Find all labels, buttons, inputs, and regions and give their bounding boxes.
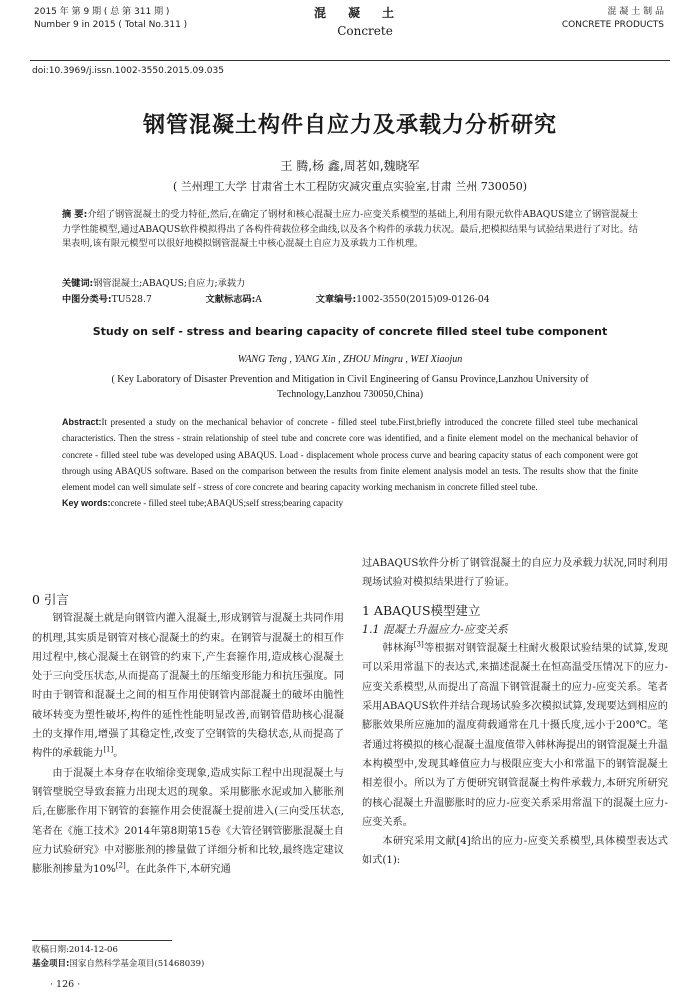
section-en: CONCRETE PRODUCTS <box>561 20 664 30</box>
abstract-en <box>62 414 638 512</box>
keywords-en-label: Key words: <box>62 498 111 509</box>
section-cn: 混 凝 土 制 品 <box>607 7 664 17</box>
fund-label: 基金项目: <box>32 959 70 969</box>
doc-code-value: A <box>255 294 262 305</box>
abstract-en-label: Abstract: <box>62 417 102 427</box>
paper-title-en: Study on self - stress and bearing capacity of concrete filled steel tube component <box>92 325 608 338</box>
paragraph-2 <box>32 764 344 880</box>
affiliation-en: ( Key Laboratory of Disaster Prevention and Mitigation in Civil Engineering of Gansu Province,Lanzhou University of Technology,Lanzhou 730050,China) <box>111 374 589 400</box>
paragraph-3-text: 等根据对钢管混凝土柱耐火极限试验结果的试算,发现可以采用常温下的表达式,来描述混凝土在恒高温受压情况下的应力-应变关系模型,从而提出了高温下钢管混凝土的应力-应变关系。笔者采用ABAQUS软件并结合现场试验多次模拟试算,发现要达到相应的膨胀效果所应施加的温度荷载通常在几十摄氏度,远小于200℃。笔者通过将模拟的核心混凝土温度值带入韩林海提出的钢管混凝土升温本构模型中,发现其峰值应力与极限应变大小和常温下的钢管混凝土相差很小。所以为了方便研究钢管混凝土构件承载力,本研究所研究的核心混凝土升温膨胀时的应力-应变关系采用常温下的混凝土应力-应变关系。 <box>362 643 668 828</box>
issue-en: Number 9 in 2015 ( Total No.311 ) <box>34 20 188 30</box>
abstract-cn-label: 摘 要: <box>62 209 88 220</box>
clc-value: TU528.7 <box>111 294 152 305</box>
journal-name-en: Concrete <box>337 24 393 38</box>
journal-issue-info <box>34 6 187 32</box>
citation-3[interactable]: [3] <box>413 640 424 649</box>
paragraph-1-text: 钢管混凝土就是向钢管内灌入混凝土,形成钢管与混凝土共同作用的机理,其实质是钢管对核心混凝土的约束。在钢管与混凝土的相互作用过程中,核心混凝土在钢管的约束下,产生套箍作用,造成核心混凝土处于三向受压状态,从而提高了混凝土的压缩变形能力和抗压强度。同时由于钢管和混凝土之间的相互作用使钢管内部混凝土的破坏由脆性破坏转变为塑性破坏,构件的延性性能明显改善,而钢管借助核心混凝土的支撑作用,增强了其稳定性,改变了空钢管的失稳状态,从而提高了构件的承载能力 <box>32 613 344 760</box>
paragraph-2-text: 由于混凝土本身存在收缩徐变现象,造成实际工程中出现混凝土与钢管壁脱空导致套箍力出现太迟的现象。采用膨胀水泥或加入膨胀剂后,在膨胀作用下钢管的套箍作用会使混凝土提前进入(三向受压状态,笔者在《施工技术》2014年第8期第15卷《大管径钢管膨胀混凝土自应力试验研究》中对膨胀剂的掺量做了详细分析和比较,最终选定建议膨胀剂掺量为10% <box>32 767 344 876</box>
keywords-cn <box>62 277 638 292</box>
doi[interactable]: doi:10.3969/j.issn.1002-3550.2015.09.035 <box>32 66 224 76</box>
authors-cn: 王 腾,杨 鑫,周茗如,魏晓军 <box>280 159 420 173</box>
journal-name <box>300 4 430 40</box>
section-info <box>562 6 664 32</box>
body-left-column <box>32 590 344 879</box>
received-date: 收稿日期:2014-12-06 <box>32 945 118 955</box>
section-1-1-heading: 1.1 混凝土升温应力-应变关系 <box>362 622 508 636</box>
article-id-value: 1002-3550(2015)09-0126-04 <box>356 294 490 305</box>
abstract-cn-text: 介绍了钢管混凝土的受力特征,然后,在确定了钢材和核心混凝土应力-应变关系模型的基础上,利用有限元软件ABAQUS建立了钢管混凝土力学性能模型,通过ABAQUS软件模拟得出了各构件荷载位移全曲线,以及各个构件的承载力状况。最后,把模拟结果与试验结果进行了对比。结果表明,该有限元模型可以很好地模拟钢管混凝土中核心混凝土自应力及承载力工作机理。 <box>62 209 638 249</box>
paragraph-4: 本研究采用文献[4]给出的应力-应变关系模型,具体模型表达式如式(1): <box>362 836 668 867</box>
issue-cn: 2015 年 第 9 期 ( 总 第 311 期 ) <box>34 7 170 17</box>
paragraph-3-author: 韩林海 <box>382 643 414 655</box>
footnote-divider <box>32 940 172 941</box>
classification-line <box>62 293 638 306</box>
clc-label: 中图分类号: <box>62 294 112 305</box>
citation-2[interactable]: [2] <box>115 861 126 870</box>
keywords-cn-label: 关键词: <box>62 278 94 289</box>
body-right-column <box>362 554 668 871</box>
section-0-heading: 0 引言 <box>32 592 69 607</box>
keywords-cn-text: 钢管混凝土;ABAQUS;自应力;承载力 <box>93 278 246 289</box>
abstract-en-text: It presented a study on the mechanical behavior of concrete - filled steel tube.First,briefly introduced the concrete filled steel tube mechanical characteristics. Then the stress - strain relationship of steel tube and concrete core was identified, and a finite element model on the mechanical behavior of concrete - filled steel tube was developed using ABAQUS. Load - displacement whole process curve and bearing capacity status of each component were got through using ABAQUS software. Based on the comparison between the results from finite element analysis model an tests. The results show that the finite element model can well simulate self - stress of core concrete and bearing capacity working mechanism in concrete filled steel tube. <box>62 417 638 493</box>
fund-text: 国家自然科学基金项目(51468039) <box>69 959 205 969</box>
paragraph-2-continued: 过ABAQUS软件分析了钢管混凝土的自应力及承载力状况,同时利用现场试验对模拟结果进行了验证。 <box>362 558 668 589</box>
section-1-heading: 1 ABAQUS模型建立 <box>362 602 481 618</box>
paper-title-cn: 钢管混凝土构件自应力及承载力分析研究 <box>142 113 557 138</box>
article-id-label: 文章编号: <box>315 294 357 305</box>
paragraph-1 <box>32 609 344 763</box>
header-divider <box>30 60 670 61</box>
abstract-cn <box>62 208 638 252</box>
keywords-en-text: concrete - filled steel tube;ABAQUS;self stress;bearing capacity <box>110 498 343 509</box>
authors-en: WANG Teng , YANG Xin , ZHOU Mingru , WEI Xiaojun <box>237 354 463 365</box>
doc-code-label: 文献标志码: <box>205 294 256 305</box>
page-number: · 126 · <box>50 979 81 990</box>
fund-note <box>32 958 204 971</box>
journal-name-cn: 混凝土 <box>313 6 416 20</box>
citation-1[interactable]: [1] <box>103 745 114 754</box>
paragraph-3 <box>362 639 668 832</box>
paragraph-1-end: 。 <box>113 748 124 760</box>
affiliation-cn: ( 兰州理工大学 甘肃省土木工程防灾减灾重点实验室,甘肃 兰州 730050) <box>172 180 528 193</box>
paragraph-2-tail: 。在此条件下,本研究通 <box>125 864 231 876</box>
